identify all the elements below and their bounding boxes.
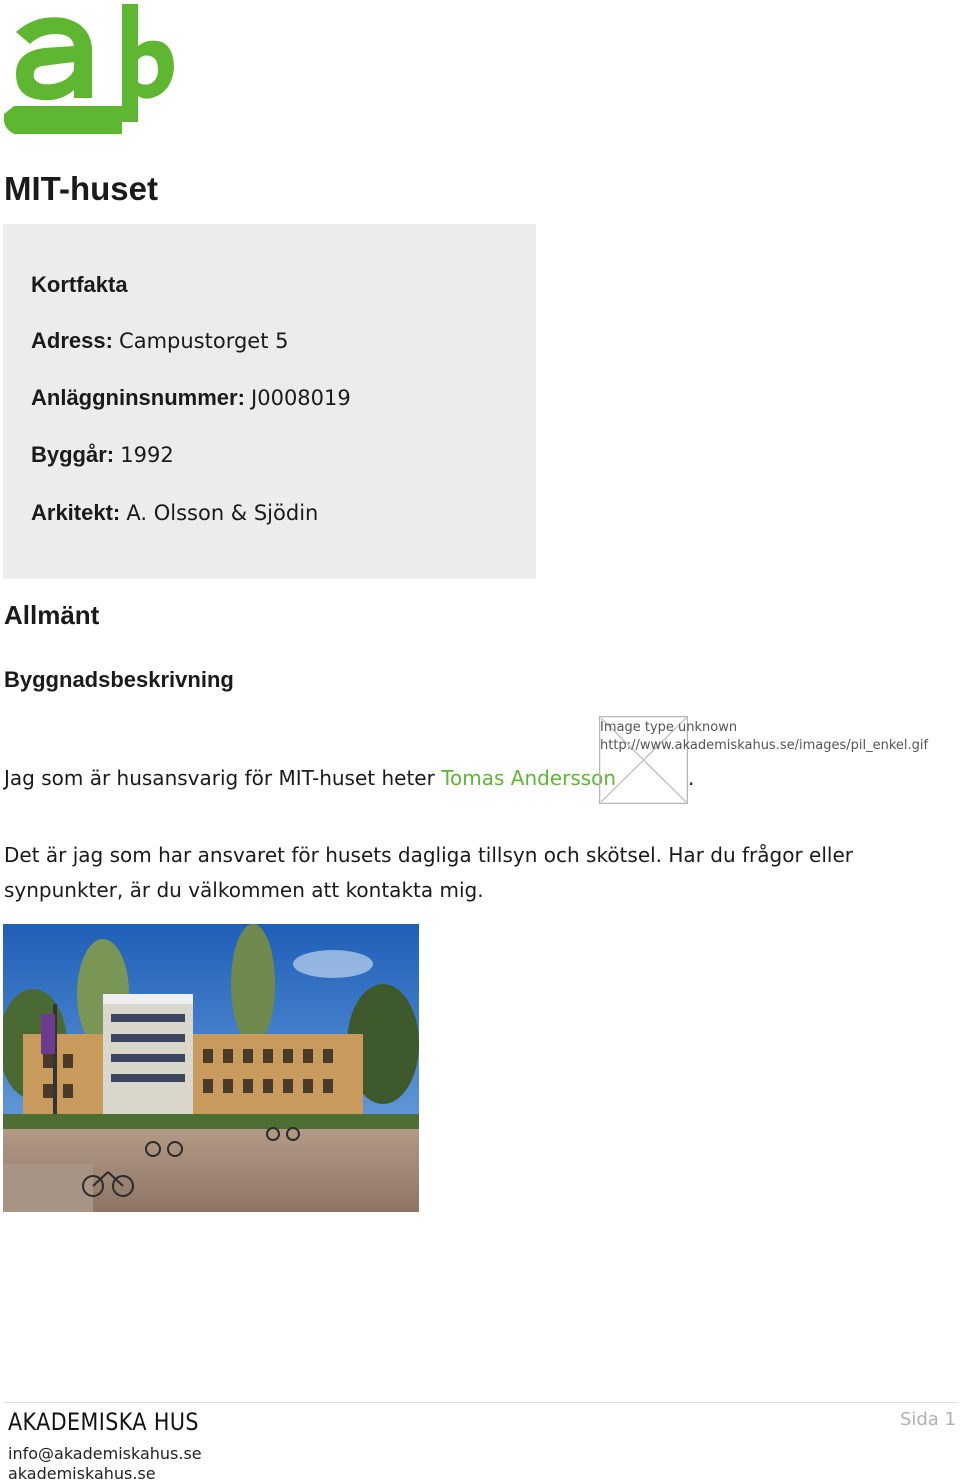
- description-paragraph: Det är jag som har ansvaret för husets dagliga tillsyn och skötsel. Har du frågor eller synpunkter, är du välkommen att kontakta mig.: [4, 843, 853, 902]
- intro-sentence: [4, 766, 616, 790]
- footer-divider: [4, 1402, 958, 1403]
- building-photo: [3, 924, 419, 1212]
- fact-architect: [31, 500, 318, 526]
- fact-build-year: [31, 442, 174, 468]
- broken-image-url: http://www.akademiskahus.se/images/pil_enkel.gif: [600, 738, 929, 753]
- fact-value: 1992: [120, 443, 174, 467]
- page-number: Sida 1: [899, 1409, 956, 1430]
- fact-label: Byggår:: [31, 442, 115, 467]
- fact-label: Anläggninsnummer:: [31, 385, 245, 410]
- sub-heading-building-description: Byggnadsbeskrivning: [4, 667, 234, 692]
- fact-value: J0008019: [251, 386, 351, 410]
- fact-label: Arkitekt:: [31, 500, 121, 525]
- facts-heading: Kortfakta: [31, 272, 128, 297]
- intro-prefix: Jag som är husansvarig för MIT-huset heter: [4, 766, 442, 790]
- broken-image-caption: [600, 719, 928, 755]
- intro-suffix: .: [688, 766, 695, 790]
- akademiska-hus-logo: [2, 2, 174, 134]
- footer-brand: AKADEMISKA HUS: [8, 1408, 199, 1436]
- section-heading-general: Allmänt: [4, 600, 100, 630]
- fact-value: A. Olsson & Sjödin: [126, 501, 319, 525]
- fact-address: [31, 328, 288, 354]
- page-title: MIT-huset: [4, 170, 158, 207]
- fact-facility-number: [31, 385, 351, 411]
- footer-website-link[interactable]: akademiskahus.se: [8, 1464, 156, 1483]
- broken-image-type: Image type unknown: [600, 720, 738, 735]
- facts-box: [3, 224, 536, 579]
- footer-email-link[interactable]: info@akademiskahus.se: [8, 1444, 202, 1463]
- fact-label: Adress:: [31, 328, 113, 353]
- contact-person-link[interactable]: Tomas Andersson: [441, 766, 617, 790]
- fact-value: Campustorget 5: [119, 329, 289, 353]
